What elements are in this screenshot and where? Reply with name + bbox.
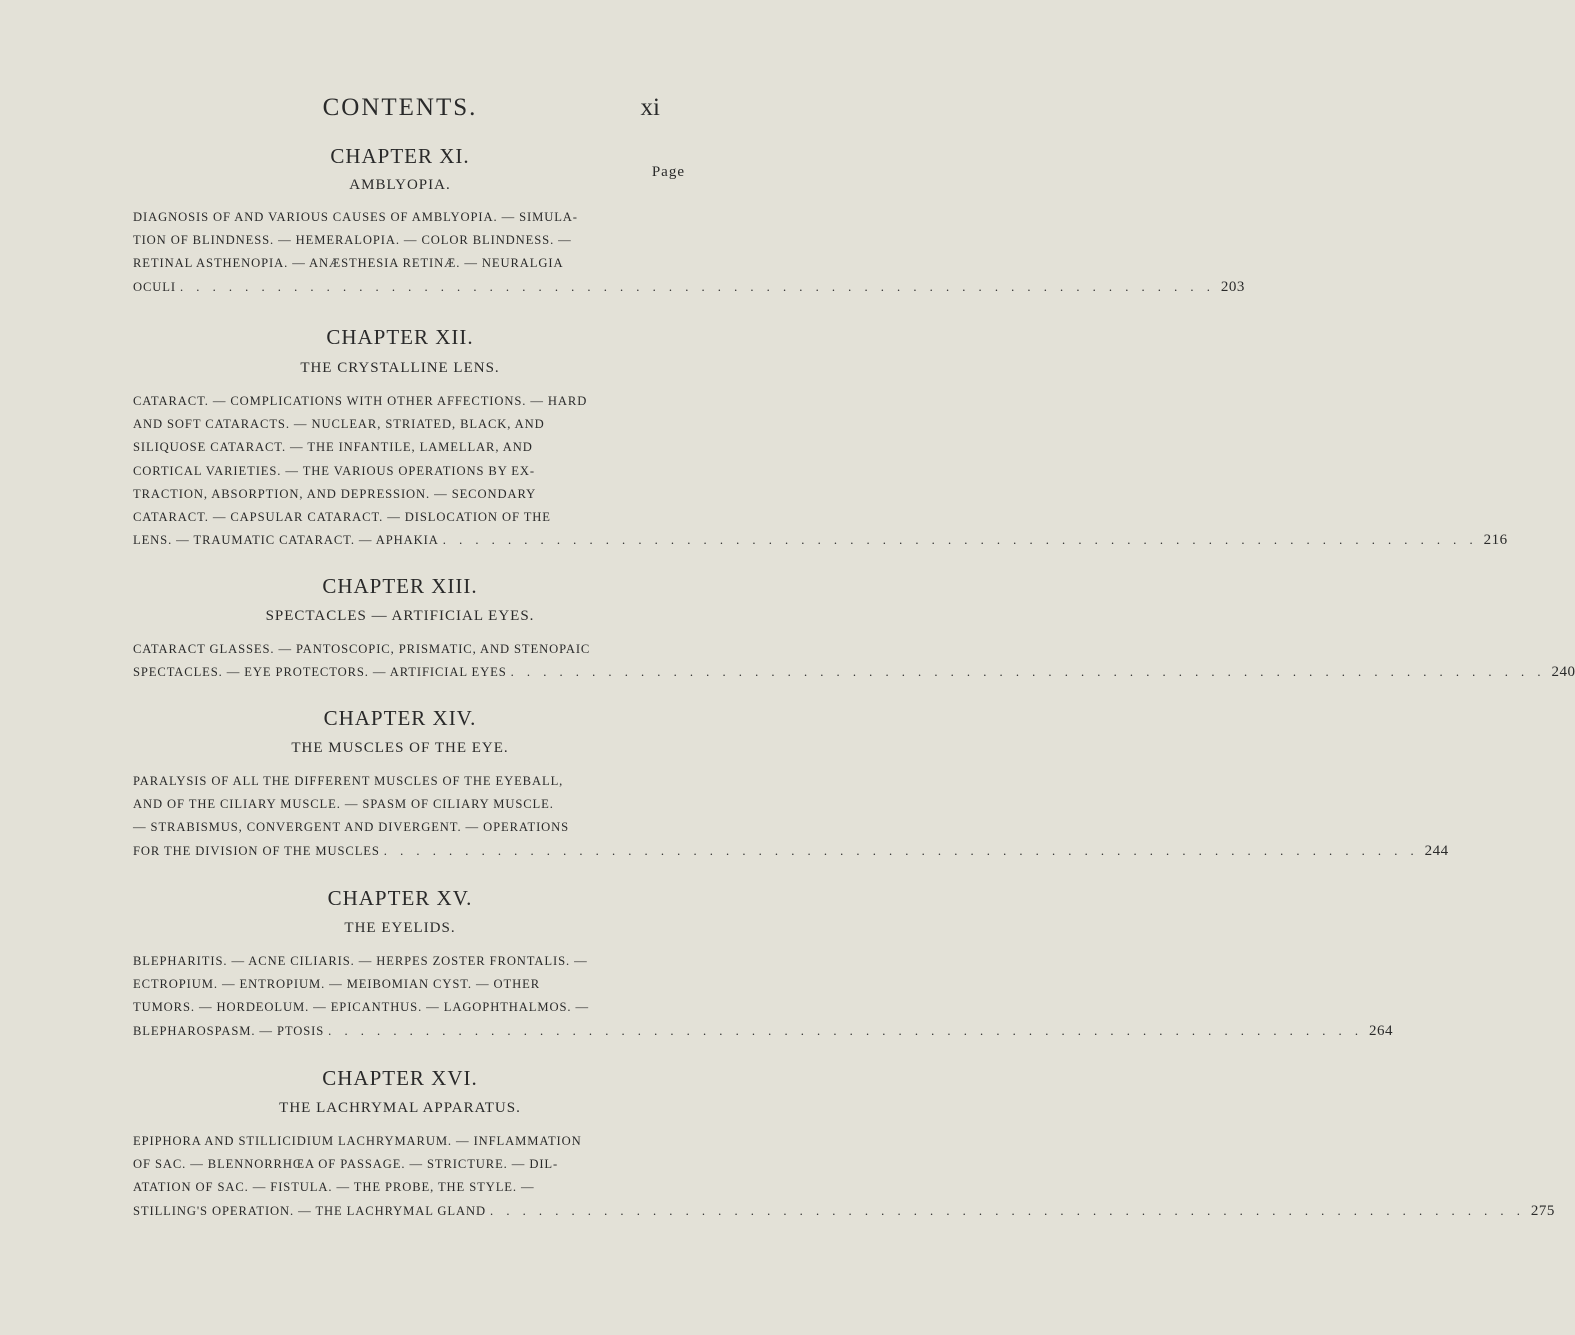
page-number: 275 [1530,1202,1555,1219]
entry-line: CATARACT. — CAPSULAR CATARACT. — DISLOCATION OF THE [133,510,551,525]
page-number: 264 [1369,1022,1393,1039]
entry-last-line [133,1020,1393,1043]
dot-leader: . . . . . . . . . . . . . . . . . . . . . . . . . . . . . . . . . . . . . . . . . . . . . . . . . . . . . . . . . . . . . . . . [490,1203,1525,1218]
chapter-subject: THE MUSCLES OF THE EYE. [291,740,509,756]
entry-line: AND OF THE CILIARY MUSCLE. — SPASM OF CILIARY MUSCLE. [133,797,554,812]
entry-line: OCULI [133,279,176,294]
entry-line: ECTROPIUM. — ENTROPIUM. — MEIBOMIAN CYST. — OTHER [133,977,540,992]
chapter-subject: THE LACHRYMAL APPARATUS. [279,1100,521,1116]
entry-last-line [133,1200,1555,1223]
entry-line: CATARACT GLASSES. — PANTOSCOPIC, PRISMATIC, AND STENOPAIC [133,642,591,656]
page-title: CONTENTS. [322,94,478,121]
entry-line: OF SAC. — BLENNORRHŒA OF PASSAGE. — STRICTURE. — DIL- [133,1157,559,1172]
entry-line: TRACTION, ABSORPTION, AND DEPRESSION. — SECONDARY [133,486,537,501]
entry-line: ATATION OF SAC. — FISTULA. — THE PROBE, THE STYLE. — [133,1180,535,1195]
entry-line: BLEPHARITIS. — ACNE CILIARIS. — HERPES ZOSTER FRONTALIS. — [133,954,588,968]
chapter-heading: CHAPTER XVI. [322,1066,478,1090]
dot-leader: . . . . . . . . . . . . . . . . . . . . . . . . . . . . . . . . . . . . . . . . . . . . . . . . . . . . . . . . . . . . . . . . [179,279,1215,294]
entry-line: BLEPHAROSPASM. — PTOSIS [133,1023,325,1038]
chapter-contents-entry [133,206,1245,299]
chapter-subject: THE CRYSTALLINE LENS. [300,360,500,376]
running-head [0,94,800,124]
chapter-heading: CHAPTER XIII. [322,574,478,598]
chapter-heading: CHAPTER XV. [327,886,473,910]
entry-last-line [133,840,1449,863]
entry-last-line [133,529,1508,552]
page-folio: xi [640,94,660,121]
page-column-label: Page [651,164,685,180]
entry-last-line [133,276,1245,299]
page-number: 240 [1551,664,1575,681]
page-number: 203 [1220,278,1245,295]
entry-line: AND SOFT CATARACTS. — NUCLEAR, STRIATED, BLACK, AND [133,417,545,432]
chapter-subject: AMBLYOPIA. [349,177,451,193]
chapter-contents-entry [133,1130,1555,1223]
chapter-heading: CHAPTER XIV. [323,706,477,730]
entry-line: DIAGNOSIS OF AND VARIOUS CAUSES OF AMBLYOPIA. — SIMULA- [133,210,578,224]
chapter-subject: THE EYELIDS. [344,920,456,936]
entry-line: RETINAL ASTHENOPIA. — ANÆSTHESIA RETINÆ. — NEURALGIA [133,256,564,271]
entry-line: LENS. — TRAUMATIC CATARACT. — APHAKIA [133,533,439,548]
chapter-heading: CHAPTER XI. [330,144,470,168]
entry-line: — STRABISMUS, CONVERGENT AND DIVERGENT. — OPERATIONS [133,820,570,835]
dot-leader: . . . . . . . . . . . . . . . . . . . . . . . . . . . . . . . . . . . . . . . . . . . . . . . . . . . . . . . . . . . . . . . . [442,533,1478,548]
chapter-contents-entry [133,950,1393,1043]
entry-line: SPECTACLES. — EYE PROTECTORS. — ARTIFICIAL EYES [133,665,507,680]
dot-leader: . . . . . . . . . . . . . . . . . . . . . . . . . . . . . . . . . . . . . . . . . . . . . . . . . . . . . . . . . . . . . . . . [328,1023,1363,1038]
page-number: 216 [1483,532,1508,549]
entry-line: CORTICAL VARIETIES. — THE VARIOUS OPERATIONS BY EX- [133,463,535,478]
page-number: 244 [1424,842,1449,859]
chapter-contents-entry [133,638,1575,684]
chapter-contents-entry [133,390,1508,552]
entry-line: TION OF BLINDNESS. — HEMERALOPIA. — COLOR BLINDNESS. — [133,233,572,248]
chapter-subject: SPECTACLES — ARTIFICIAL EYES. [265,608,535,624]
entry-line: STILLING'S OPERATION. — THE LACHRYMAL GLAND [133,1203,487,1218]
chapter-heading: CHAPTER XII. [326,325,474,349]
dot-leader: . . . . . . . . . . . . . . . . . . . . . . . . . . . . . . . . . . . . . . . . . . . . . . . . . . . . . . . . . . . . . . . . [383,843,1419,858]
entry-line: SILIQUOSE CATARACT. — THE INFANTILE, LAMELLAR, AND [133,440,533,455]
entry-line: CATARACT. — COMPLICATIONS WITH OTHER AFFECTIONS. — HARD [133,394,588,408]
entry-line: PARALYSIS OF ALL THE DIFFERENT MUSCLES OF THE EYEBALL, [133,774,564,788]
entry-line: TUMORS. — HORDEOLUM. — EPICANTHUS. — LAGOPHTHALMOS. — [133,1000,589,1015]
chapter-contents-entry [133,770,1449,863]
dot-leader: . . . . . . . . . . . . . . . . . . . . . . . . . . . . . . . . . . . . . . . . . . . . . . . . . . . . . . . . . . . . . . . . [510,665,1546,680]
entry-line: FOR THE DIVISION OF THE MUSCLES [133,843,380,858]
entry-last-line [133,661,1575,684]
entry-line: EPIPHORA AND STILLICIDIUM LACHRYMARUM. — INFLAMMATION [133,1134,582,1148]
